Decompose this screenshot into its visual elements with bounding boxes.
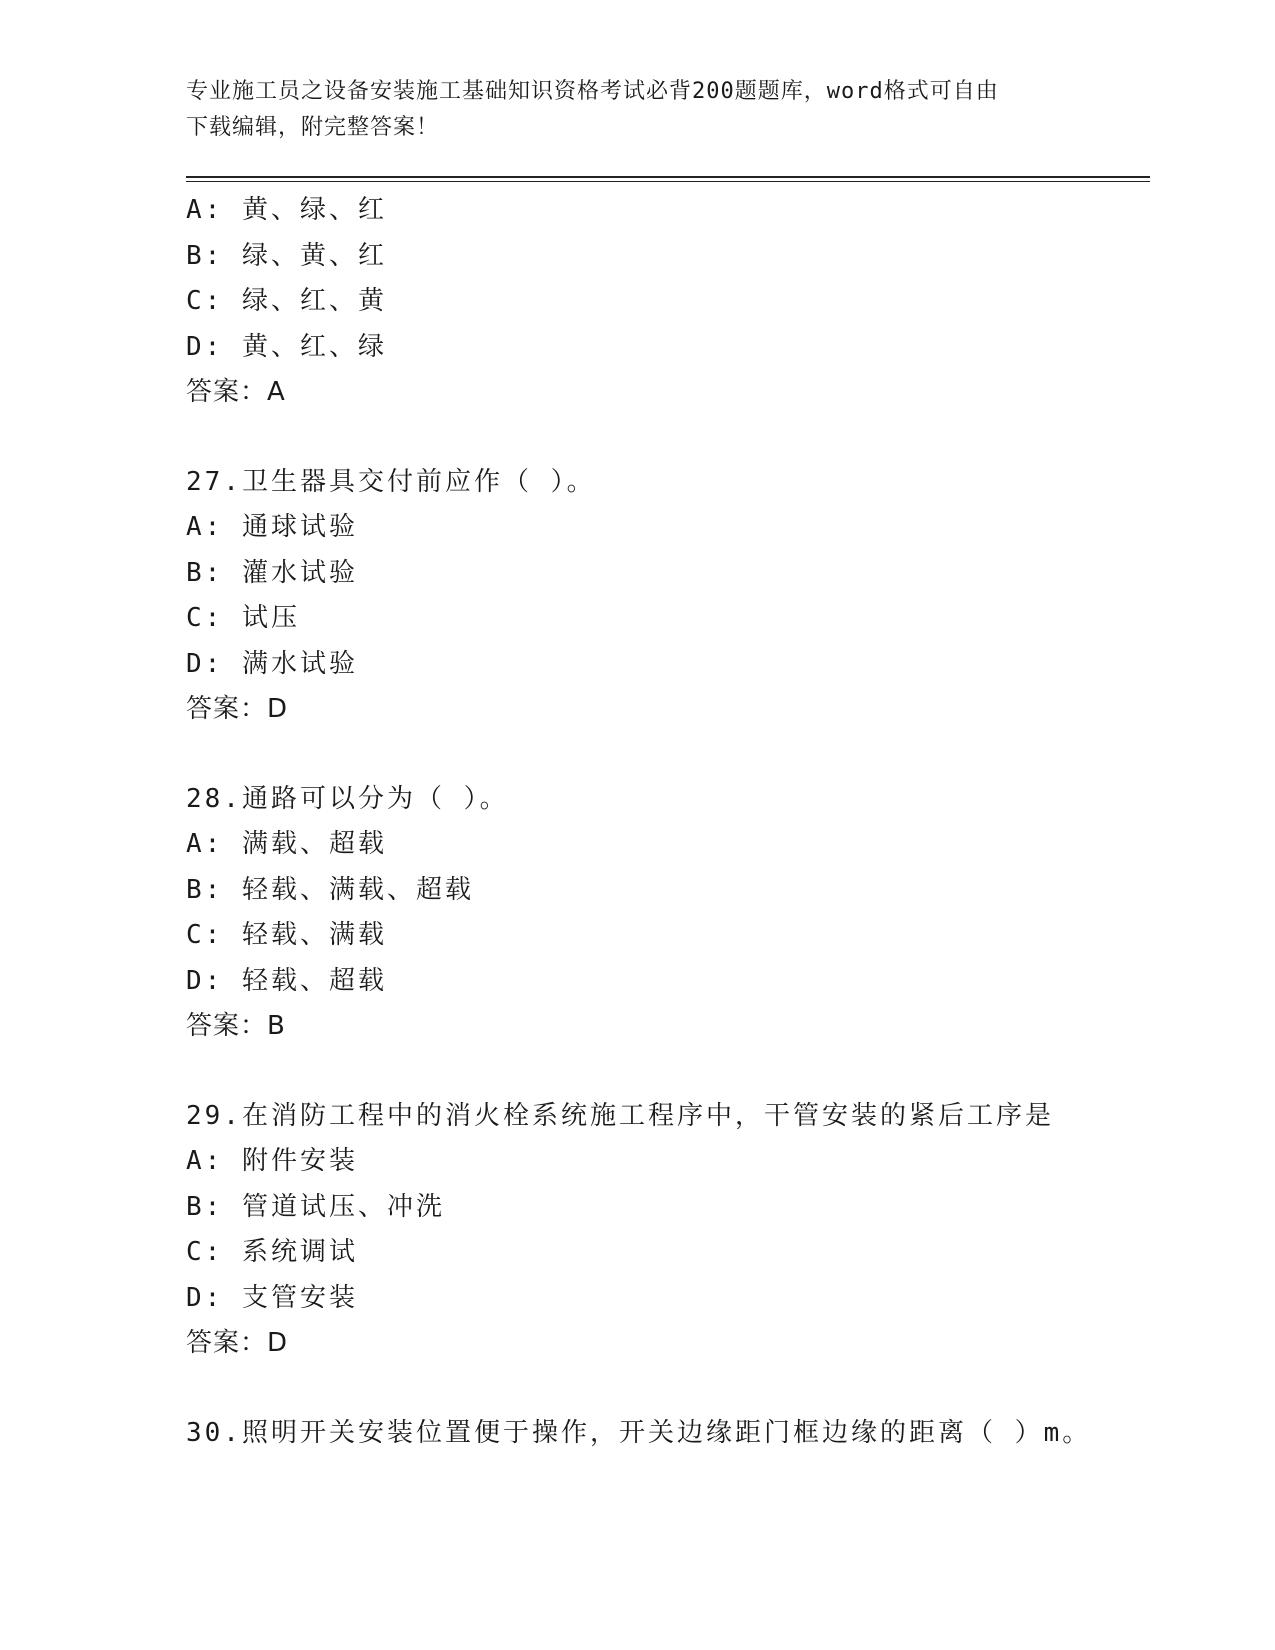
q29-question: 29.在消防工程中的消火栓系统施工程序中，干管安装的紧后工序是 xyxy=(186,1100,1054,1131)
q27-option-d: D: 满水试验 xyxy=(186,648,358,679)
q26-option-b: B: 绿、黄、红 xyxy=(186,240,387,271)
q29-answer: 答案：D xyxy=(186,1328,289,1358)
header-divider xyxy=(186,176,1150,182)
q26-option-d: D: 黄、红、绿 xyxy=(186,331,387,362)
spacer xyxy=(186,733,1150,777)
q27-option-b: B: 灌水试验 xyxy=(186,557,358,588)
question-28-block xyxy=(186,777,1150,1050)
q28-option-c: C: 轻载、满载 xyxy=(186,920,387,950)
q28-option-d: D: 轻载、超载 xyxy=(186,965,387,996)
q28-question: 28.通路可以分为（ ）。 xyxy=(186,783,509,814)
question-29-block xyxy=(186,1094,1150,1367)
document-header xyxy=(186,74,1086,146)
q29-option-b: B: 管道试压、冲洗 xyxy=(186,1191,445,1222)
q28-option-a: A: 满载、超载 xyxy=(186,829,387,859)
q30-question: 30.照明开关安装位置便于操作，开关边缘距门框边缘的距离（ ）m。 xyxy=(186,1417,1092,1448)
spacer xyxy=(186,1367,1150,1411)
q27-question: 27.卫生器具交付前应作（ ）。 xyxy=(186,466,596,497)
q28-option-b: B: 轻载、满载、超载 xyxy=(186,874,474,905)
q29-option-a: A: 附件安装 xyxy=(186,1146,358,1176)
q29-option-c: C: 系统调试 xyxy=(186,1237,358,1267)
q26-answer: 答案：A xyxy=(186,377,286,407)
q28-answer: 答案：B xyxy=(186,1011,286,1041)
q26-option-c: C: 绿、红、黄 xyxy=(186,286,387,316)
q29-option-d: D: 支管安装 xyxy=(186,1282,358,1313)
question-list xyxy=(186,188,1150,1456)
question-30-block xyxy=(186,1411,1150,1457)
q27-option-c: C: 试压 xyxy=(186,603,300,633)
spacer xyxy=(186,416,1150,460)
question-27-block xyxy=(186,460,1150,733)
question-26-block xyxy=(186,188,1150,416)
q26-option-a: A: 黄、绿、红 xyxy=(186,195,387,225)
spacer xyxy=(186,1050,1150,1094)
q27-answer: 答案：D xyxy=(186,694,289,724)
header-title-line-2: 下载编辑，附完整答案！ xyxy=(186,115,440,140)
header-title-line-1: 专业施工员之设备安装施工基础知识资格考试必背200题题库，word格式可自由 xyxy=(186,79,999,104)
q27-option-a: A: 通球试验 xyxy=(186,512,358,542)
